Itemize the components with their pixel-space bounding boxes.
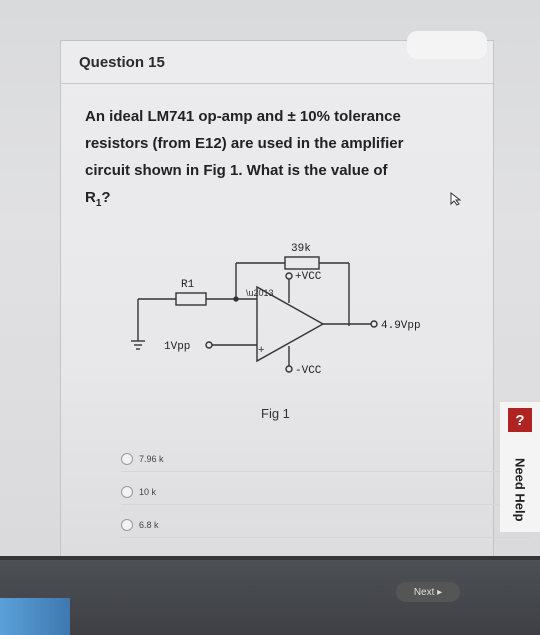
question-card — [60, 40, 494, 570]
desk-reflection — [0, 598, 70, 635]
radio-button[interactable] — [121, 486, 133, 498]
question-text — [85, 103, 465, 217]
vcc-pos-terminal — [286, 273, 292, 279]
vcc-neg-label: -VCC — [295, 365, 322, 377]
help-question-icon[interactable]: ? — [508, 408, 532, 432]
svg-text:\u2013: \u2013 — [246, 288, 274, 298]
answer-option[interactable] — [121, 480, 531, 505]
question-text-line: circuit shown in Fig 1. What is the value of — [85, 162, 388, 179]
svg-text:+: + — [258, 344, 265, 356]
question-header — [61, 41, 493, 84]
question-text-line: $R_1$? — [85, 189, 111, 209]
op-amp — [257, 287, 323, 361]
circuit-diagram — [121, 221, 451, 391]
vcc-neg-terminal — [286, 366, 292, 372]
input-terminal — [206, 342, 212, 348]
answer-option[interactable] — [121, 447, 531, 472]
r1-label: R1 — [181, 279, 195, 291]
radio-button[interactable] — [121, 519, 133, 531]
junction-dot — [234, 297, 238, 301]
r1-resistor — [176, 293, 206, 305]
question-text-line: resistors (from E12) are used in the amplifier — [85, 135, 404, 152]
question-title: Question 15 — [79, 54, 165, 71]
answer-options — [121, 439, 531, 538]
next-button[interactable]: Next ▸ — [396, 582, 460, 602]
monitor-bezel — [0, 560, 540, 635]
output-terminal — [371, 321, 377, 327]
redaction-blur — [407, 31, 487, 59]
radio-button[interactable] — [121, 453, 133, 465]
need-help-label[interactable]: Need Help — [512, 458, 528, 522]
output-signal-label: 4.9Vpp — [381, 320, 421, 332]
feedback-resistor-label: 39k — [291, 243, 311, 255]
answer-option-label: 7.96 k — [139, 454, 164, 464]
answer-option-label: 10 k — [139, 487, 157, 497]
figure-caption: Fig 1 — [261, 406, 290, 421]
mouse-cursor-icon — [450, 192, 462, 206]
vcc-pos-label: +VCC — [295, 271, 322, 283]
question-text-line: An ideal LM741 op-amp and ± 10% tolerance — [85, 108, 401, 125]
answer-option[interactable] — [121, 513, 531, 538]
input-signal-label: 1Vpp — [164, 341, 191, 353]
feedback-resistor — [285, 257, 319, 269]
answer-option-label: 6.8 k — [139, 520, 159, 530]
